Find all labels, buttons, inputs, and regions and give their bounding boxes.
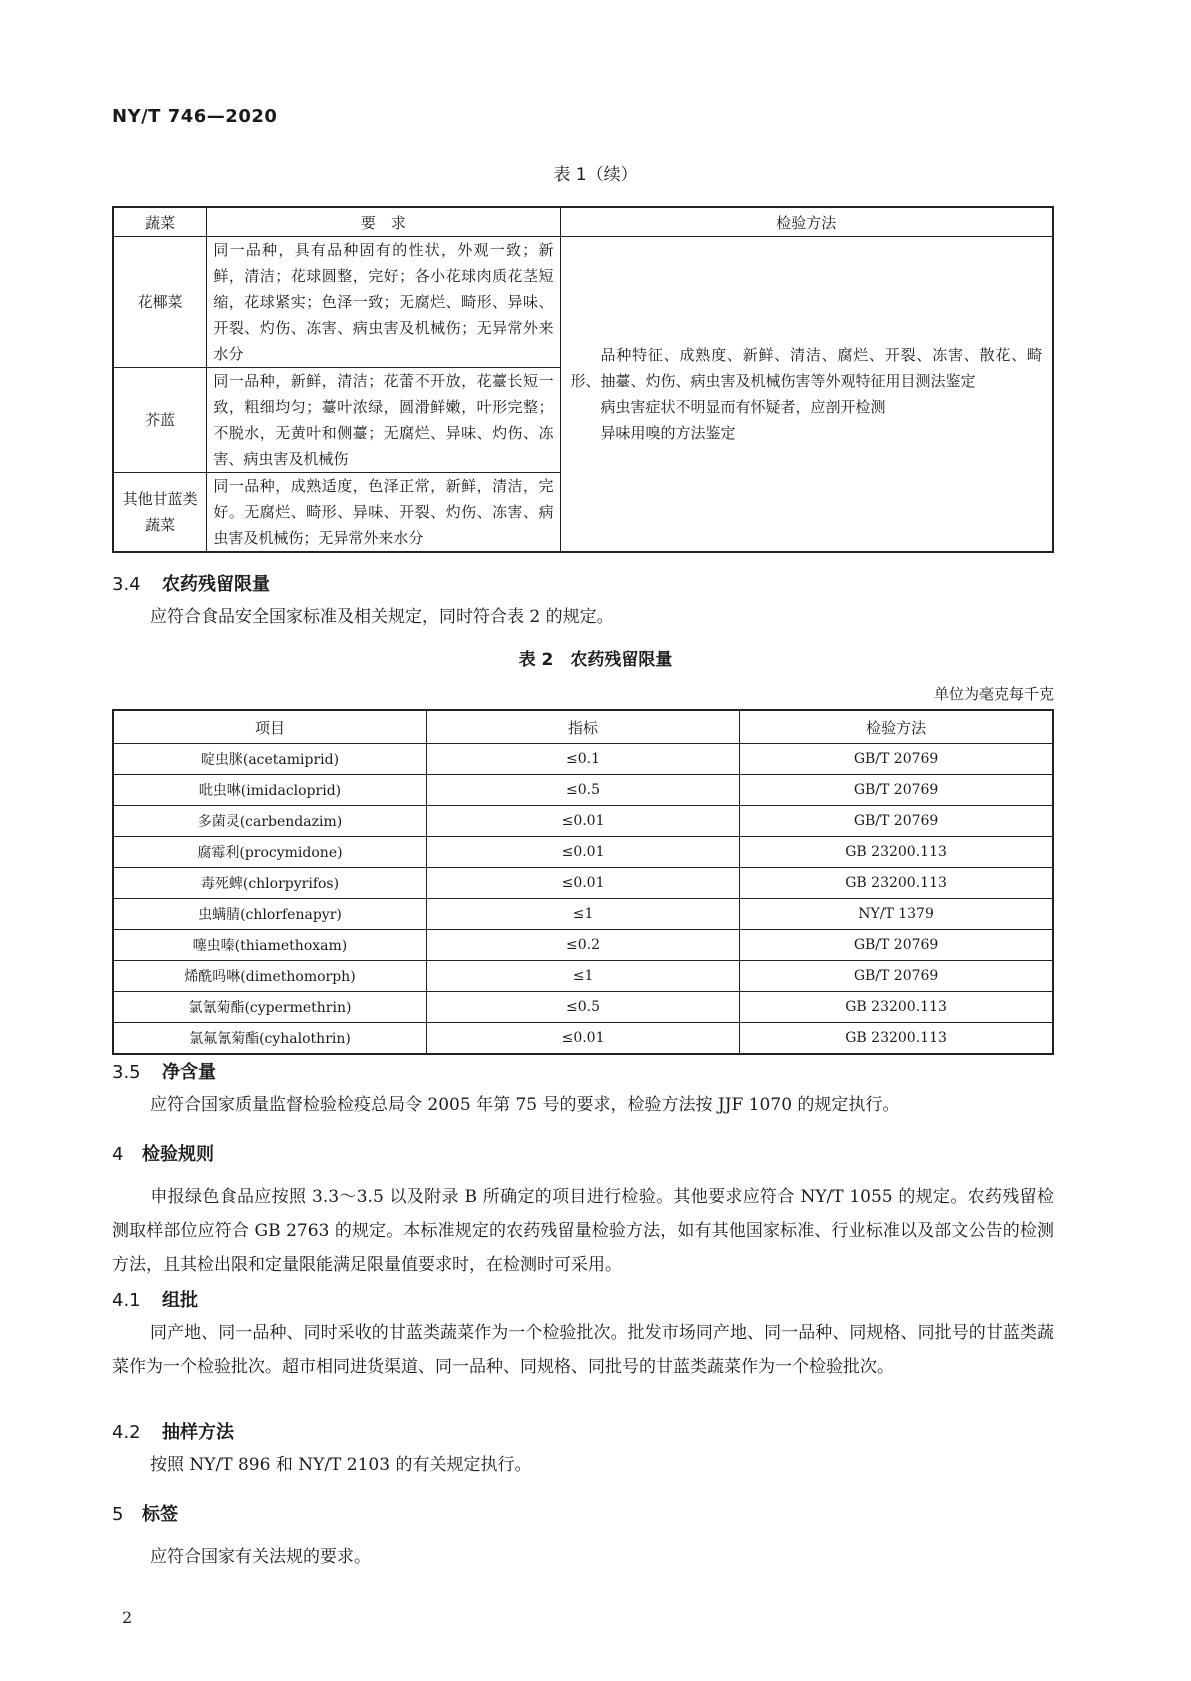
table-row	[113, 806, 1053, 837]
table2-caption: 表 2 农药残留限量	[518, 650, 673, 670]
table-row	[113, 961, 1053, 992]
section-3-4-heading: 3.4 农药残留限量	[112, 574, 270, 595]
veg-kailan: 芥蓝	[113, 368, 207, 473]
table1-header-veg: 蔬菜	[113, 207, 207, 237]
table-row	[113, 744, 1053, 775]
section-4-1-heading: 4.1 组批	[112, 1290, 198, 1311]
limit-value: ≤0.01	[426, 806, 739, 837]
table1-header-req: 要 求	[207, 207, 560, 237]
pesticide-name: 吡虫啉(imidacloprid)	[113, 775, 426, 806]
table2-header-item: 项目	[113, 710, 426, 744]
table1-caption: 表 1（续）	[553, 165, 638, 185]
table2-header-limit: 指标	[426, 710, 739, 744]
method-line: 异味用嗅的方法鉴定	[600, 424, 736, 442]
test-method: GB 23200.113	[740, 868, 1053, 899]
section-4-2-heading: 4.2 抽样方法	[112, 1422, 234, 1443]
section-4-2-text: 按照 NY/T 896 和 NY/T 2103 的有关规定执行。	[150, 1455, 532, 1475]
section-5-heading: 5 标签	[112, 1504, 178, 1525]
test-method: GB/T 20769	[740, 744, 1053, 775]
limit-value: ≤1	[426, 899, 739, 930]
pesticide-name: 噻虫嗪(thiamethoxam)	[113, 930, 426, 961]
limit-value: ≤1	[426, 961, 739, 992]
limit-value: ≤0.01	[426, 868, 739, 899]
req-kailan: 同一品种，新鲜，清洁；花蕾不开放，花薹长短一致，粗细均匀；薹叶浓绿，圆滑鲜嫩，叶形完整；不脱水，无黄叶和侧薹；无腐烂、异味、灼伤、冻害、病虫害及机械伤	[207, 368, 560, 473]
table1-header-row	[113, 207, 1053, 237]
req-cauliflower: 同一品种，具有品种固有的性状，外观一致；新鲜，清洁；花球圆整，完好；各小花球肉质花茎短缩，花球紧实；色泽一致；无腐烂、畸形、异味、开裂、灼伤、冻害、病虫害及机械伤；无异常外来水分	[207, 237, 560, 368]
method-line: 品种特征、成熟度、新鲜、清洁、腐烂、开裂、冻害、散花、畸形、抽薹、灼伤、病虫害及机械伤害等外观特征用目测法鉴定	[570, 346, 1042, 390]
table2-header-row	[113, 710, 1053, 744]
pesticide-name: 烯酰吗啉(dimethomorph)	[113, 961, 426, 992]
limit-value: ≤0.5	[426, 775, 739, 806]
veg-cauliflower: 花椰菜	[113, 237, 207, 368]
method-line: 病虫害症状不明显而有怀疑者，应剖开检测	[600, 398, 886, 416]
table-row	[113, 992, 1053, 1023]
table-row	[113, 1023, 1053, 1055]
table-row	[113, 899, 1053, 930]
test-method: GB 23200.113	[740, 1023, 1053, 1055]
pesticide-name: 啶虫脒(acetamiprid)	[113, 744, 426, 775]
table2	[112, 709, 1054, 1055]
limit-value: ≤0.01	[426, 837, 739, 868]
section-4-text: 申报绿色食品应按照 3.3～3.5 以及附录 B 所确定的项目进行检验。其他要求应符合 NY/T 1055 的规定。农药残留检测取样部位应符合 GB 2763 的规定。本标准规定的农药残留量检验方法，如有其他国家标准、行业标准以及部文公告的检测方法，且其检出限和定量限能满足限量值要求时，在检测时可采用。	[112, 1187, 1054, 1275]
limit-value: ≤0.2	[426, 930, 739, 961]
section-5-text: 应符合国家有关法规的要求。	[150, 1547, 371, 1567]
pesticide-name: 氯氟氰菊酯(cyhalothrin)	[113, 1023, 426, 1055]
limit-value: ≤0.01	[426, 1023, 739, 1055]
pesticide-name: 虫螨腈(chlorfenapyr)	[113, 899, 426, 930]
test-method: GB/T 20769	[740, 930, 1053, 961]
table-row	[113, 930, 1053, 961]
test-method: GB/T 20769	[740, 961, 1053, 992]
limit-value: ≤0.5	[426, 992, 739, 1023]
req-other: 同一品种，成熟适度，色泽正常，新鲜，清洁，完好。无腐烂、畸形、异味、开裂、灼伤、冻害、病虫害及机械伤；无异常外来水分	[207, 473, 560, 553]
table-row	[113, 837, 1053, 868]
veg-other: 其他甘蓝类蔬菜	[113, 473, 207, 553]
test-method: NY/T 1379	[740, 899, 1053, 930]
table2-unit: 单位为毫克每千克	[933, 685, 1054, 703]
section-3-5-heading: 3.5 净含量	[112, 1062, 216, 1083]
pesticide-name: 氯氰菊酯(cypermethrin)	[113, 992, 426, 1023]
pesticide-name: 毒死蜱(chlorpyrifos)	[113, 868, 426, 899]
table1-method-cell	[560, 237, 1053, 553]
test-method: GB/T 20769	[740, 806, 1053, 837]
section-3-5-text: 应符合国家质量监督检验检疫总局令 2005 年第 75 号的要求，检验方法按 JJF 1070 的规定执行。	[150, 1095, 900, 1115]
table2-header-method: 检验方法	[740, 710, 1053, 744]
section-3-4-text: 应符合食品安全国家标准及相关规定，同时符合表 2 的规定。	[150, 607, 614, 627]
table1-header-method: 检验方法	[560, 207, 1053, 237]
table-row	[113, 868, 1053, 899]
table-row	[113, 237, 1053, 368]
test-method: GB 23200.113	[740, 992, 1053, 1023]
section-4-heading: 4 检验规则	[112, 1144, 214, 1165]
pesticide-name: 多菌灵(carbendazim)	[113, 806, 426, 837]
document-code: NY/T 746—2020	[112, 106, 278, 127]
pesticide-name: 腐霉利(procymidone)	[113, 837, 426, 868]
page-number: 2	[122, 1608, 133, 1627]
table1	[112, 206, 1054, 553]
limit-value: ≤0.1	[426, 744, 739, 775]
section-4-1-text: 同产地、同一品种、同时采收的甘蓝类蔬菜作为一个检验批次。批发市场同产地、同一品种、同规格、同批号的甘蓝类蔬菜作为一个检验批次。超市相同进货渠道、同一品种、同规格、同批号的甘蓝类蔬菜作为一个检验批次。	[112, 1323, 1054, 1377]
test-method: GB/T 20769	[740, 775, 1053, 806]
test-method: GB 23200.113	[740, 837, 1053, 868]
table-row	[113, 775, 1053, 806]
